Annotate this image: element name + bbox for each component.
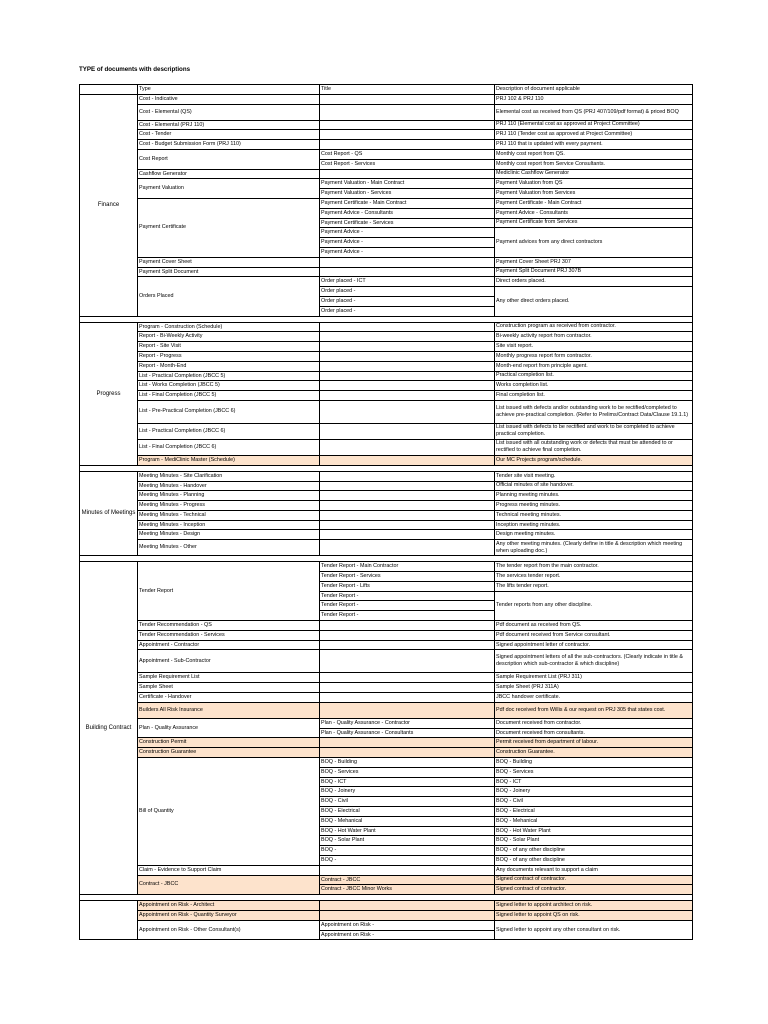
type-cell: List - Final Completion (JBCC 5) xyxy=(138,391,320,401)
title-cell: Tender Report - Main Contractor xyxy=(320,562,495,572)
title-cell: Order placed - ICT xyxy=(320,277,495,287)
type-cell: Appointment - Contractor xyxy=(138,640,320,650)
title-cell xyxy=(320,322,495,332)
table-row xyxy=(80,361,693,371)
type-cell: Cashflow Generator xyxy=(138,169,320,179)
table-row xyxy=(80,371,693,381)
description-cell: Construction Guarantee. xyxy=(495,748,693,758)
title-cell xyxy=(320,267,495,277)
table-row xyxy=(80,530,693,540)
type-cell: Claim - Evidence to Support Claim xyxy=(138,865,320,875)
title-cell: BOQ - Services xyxy=(320,767,495,777)
title-cell xyxy=(320,423,495,439)
type-cell: Meeting Minutes - Other xyxy=(138,540,320,556)
type-cell: Payment Certificate xyxy=(138,198,320,257)
description-cell: Signed letter to appoint any other consultant on risk. xyxy=(495,920,693,940)
title-cell: Payment Advice - xyxy=(320,228,495,238)
documents-table xyxy=(79,84,693,940)
type-cell: Sample Requirement List xyxy=(138,673,320,683)
description-cell: Payment Split Document PRJ 307B xyxy=(495,267,693,277)
table-row xyxy=(80,94,693,104)
title-cell: Appointment on Risk - xyxy=(320,930,495,940)
title-cell xyxy=(320,471,495,481)
title-cell xyxy=(320,540,495,556)
table-row xyxy=(80,257,693,267)
type-cell: Cost - Elemental (QS) xyxy=(138,104,320,120)
type-cell: Program - MediClinic Master (Schedule) xyxy=(138,455,320,465)
title-cell xyxy=(320,104,495,120)
description-cell: Payment Cover Sheet PRJ 307 xyxy=(495,257,693,267)
title-cell xyxy=(320,510,495,520)
header-title: Title xyxy=(320,85,495,95)
description-cell: Site visit report. xyxy=(495,342,693,352)
title-cell xyxy=(320,120,495,130)
description-cell: BOQ - Solar Plant xyxy=(495,836,693,846)
table-row xyxy=(80,738,693,748)
title-cell: Tender Report - Services xyxy=(320,572,495,582)
description-cell: Final completion list. xyxy=(495,391,693,401)
title-cell: BOQ - Hot Water Plant xyxy=(320,826,495,836)
table-row xyxy=(80,130,693,140)
table-row xyxy=(80,693,693,703)
title-cell: Tender Report - Lifts xyxy=(320,581,495,591)
type-cell: Program - Construction (Schedule) xyxy=(138,322,320,332)
title-cell: BOQ - Electrical xyxy=(320,807,495,817)
type-cell: Meeting Minutes - Progress xyxy=(138,501,320,511)
title-cell: Payment Advice - xyxy=(320,238,495,248)
title-cell: BOQ - Building xyxy=(320,758,495,768)
description-cell: The lifts tender report. xyxy=(495,581,693,591)
title-cell: BOQ - Civil xyxy=(320,797,495,807)
header-description: Description of document applicable xyxy=(495,85,693,95)
table-row xyxy=(80,140,693,150)
table-row xyxy=(80,640,693,650)
description-cell: Any other direct orders placed. xyxy=(495,287,693,316)
type-cell: Plan - Quality Assurance xyxy=(138,718,320,738)
type-cell: Tender Recommendation - QS xyxy=(138,621,320,631)
description-cell: Monthly cost report from QS. xyxy=(495,149,693,159)
title-cell: Payment Advice - xyxy=(320,247,495,257)
description-cell: Monthly cost report from Service Consultants. xyxy=(495,159,693,169)
table-header-row xyxy=(80,85,693,95)
type-cell: List - Final Completion (JBCC 6) xyxy=(138,439,320,455)
type-cell: Certificate - Handover xyxy=(138,693,320,703)
title-cell xyxy=(320,630,495,640)
table-row xyxy=(80,381,693,391)
type-cell: Meeting Minutes - Site Clarification xyxy=(138,471,320,481)
title-cell xyxy=(320,332,495,342)
title-cell xyxy=(320,381,495,391)
title-cell xyxy=(320,351,495,361)
type-cell: Appointment on Risk - Other Consultant(s) xyxy=(138,920,320,940)
title-cell xyxy=(320,361,495,371)
table-row xyxy=(80,630,693,640)
title-cell xyxy=(320,491,495,501)
title-cell: BOQ - Mehanical xyxy=(320,816,495,826)
table-row xyxy=(80,423,693,439)
type-cell: Tender Report xyxy=(138,562,320,621)
description-cell: BOQ - Mehanical xyxy=(495,816,693,826)
title-cell xyxy=(320,400,495,423)
description-cell: Works completion list. xyxy=(495,381,693,391)
type-cell: Meeting Minutes - Handover xyxy=(138,481,320,491)
title-cell xyxy=(320,257,495,267)
description-cell: Any documents relevant to support a claim xyxy=(495,865,693,875)
header-section xyxy=(80,85,138,95)
table-row xyxy=(80,702,693,718)
title-cell xyxy=(320,865,495,875)
description-cell: BOQ - Building xyxy=(495,758,693,768)
description-cell: BOQ - Electrical xyxy=(495,807,693,817)
title-cell: Contract - JBCC Minor Works xyxy=(320,885,495,895)
description-cell: Signed contract of contractor. xyxy=(495,885,693,895)
type-cell: Cost - Budget Submission Form (PRJ 110) xyxy=(138,140,320,150)
description-cell: Payment Valuation from Services xyxy=(495,189,693,199)
title-cell: Plan - Quality Assurance - Consultants xyxy=(320,728,495,738)
title-cell xyxy=(320,520,495,530)
table-row xyxy=(80,673,693,683)
title-cell xyxy=(320,693,495,703)
description-cell: Elemental cost as received from QS (PRJ 407/109/pdf format) & priced BOQ xyxy=(495,104,693,120)
table-row xyxy=(80,267,693,277)
type-cell: Contract - JBCC xyxy=(138,875,320,895)
title-cell xyxy=(320,501,495,511)
description-cell: Month-end report from principle agent. xyxy=(495,361,693,371)
table-row xyxy=(80,865,693,875)
type-cell: Cost Report xyxy=(138,149,320,169)
title-cell xyxy=(320,738,495,748)
table-row xyxy=(80,520,693,530)
section-label-cell: Minutes of Meetings xyxy=(80,471,138,556)
table-row xyxy=(80,501,693,511)
type-cell: Cost - Elemental (PRJ 110) xyxy=(138,120,320,130)
title-cell: Tender Report - xyxy=(320,601,495,611)
table-row xyxy=(80,621,693,631)
table-row xyxy=(80,351,693,361)
section-label-cell: Building Contract xyxy=(80,562,138,895)
table-row xyxy=(80,342,693,352)
title-cell: BOQ - ICT xyxy=(320,777,495,787)
table-row xyxy=(80,179,693,189)
type-cell: Construction Permit xyxy=(138,738,320,748)
title-cell: Payment Advice - Consultants xyxy=(320,208,495,218)
header-type: Type xyxy=(138,85,320,95)
description-cell: Pdf document received from Service consultant. xyxy=(495,630,693,640)
description-cell: Signed letter to appoint QS on risk. xyxy=(495,910,693,920)
description-cell: BOQ - ICT xyxy=(495,777,693,787)
description-cell: Payment advices from any direct contractors xyxy=(495,228,693,257)
title-cell xyxy=(320,748,495,758)
title-cell: Contract - JBCC xyxy=(320,875,495,885)
type-cell: Meeting Minutes - Design xyxy=(138,530,320,540)
title-cell xyxy=(320,140,495,150)
title-cell xyxy=(320,640,495,650)
description-cell: Planning meeting minutes. xyxy=(495,491,693,501)
table-row xyxy=(80,277,693,287)
description-cell: Bi-weekly activity report from contractor. xyxy=(495,332,693,342)
description-cell: The tender report from the main contractor. xyxy=(495,562,693,572)
title-cell xyxy=(320,673,495,683)
description-cell: Payment Certificate - Main Contract xyxy=(495,198,693,208)
table-row xyxy=(80,901,693,911)
title-cell xyxy=(320,130,495,140)
title-cell: Cost Report - QS xyxy=(320,149,495,159)
description-cell: Payment Valuation from QS xyxy=(495,179,693,189)
table-row xyxy=(80,650,693,673)
title-cell xyxy=(320,371,495,381)
description-cell: Pdf doc received from Willis & our request on PRJ 305 that states cost. xyxy=(495,702,693,718)
title-cell: BOQ - Joinery xyxy=(320,787,495,797)
description-cell: List issued with defects to be rectified and work to be completed to achieve practical completion. xyxy=(495,423,693,439)
title-cell xyxy=(320,621,495,631)
title-cell xyxy=(320,683,495,693)
title-cell: Cost Report - Services xyxy=(320,159,495,169)
title-cell: BOQ - Solar Plant xyxy=(320,836,495,846)
description-cell: BOQ - Services xyxy=(495,767,693,777)
title-cell xyxy=(320,94,495,104)
type-cell: Payment Valuation xyxy=(138,179,320,199)
table-row xyxy=(80,920,693,930)
type-cell: Report - Bi-Weekly Activity xyxy=(138,332,320,342)
section-label-cell: Progress xyxy=(80,322,138,465)
description-cell: Practical completion list. xyxy=(495,371,693,381)
title-cell: Payment Certificate - Services xyxy=(320,218,495,228)
table-row xyxy=(80,400,693,423)
title-cell: Payment Certificate - Main Contract xyxy=(320,198,495,208)
description-cell: PRJ 102 & PRJ 110 xyxy=(495,94,693,104)
section-label-cell xyxy=(80,901,138,940)
documents-table-body xyxy=(80,85,693,940)
type-cell: Appointment on Risk - Quantity Surveyor xyxy=(138,910,320,920)
table-row xyxy=(80,875,693,885)
title-cell: Order placed - xyxy=(320,296,495,306)
description-cell: Direct orders placed. xyxy=(495,277,693,287)
type-cell: Meeting Minutes - Technical xyxy=(138,510,320,520)
type-cell: Report - Site Visit xyxy=(138,342,320,352)
description-cell: Payment Advice - Consultants xyxy=(495,208,693,218)
title-cell: Plan - Quality Assurance - Contractor xyxy=(320,718,495,728)
type-cell: Report - Progress xyxy=(138,351,320,361)
type-cell: Sample Sheet xyxy=(138,683,320,693)
description-cell: Signed appointment letter of contractor. xyxy=(495,640,693,650)
description-cell: Our MC Projects program/schedule. xyxy=(495,455,693,465)
title-cell xyxy=(320,901,495,911)
description-cell: Design meeting minutes. xyxy=(495,530,693,540)
description-cell: Permit received from department of labour. xyxy=(495,738,693,748)
description-cell: Signed contract of contractor. xyxy=(495,875,693,885)
title-cell xyxy=(320,455,495,465)
title-cell xyxy=(320,910,495,920)
type-cell: Builders All Risk Insurance xyxy=(138,702,320,718)
description-cell: BOQ - of any other discipline xyxy=(495,846,693,856)
table-row xyxy=(80,748,693,758)
type-cell: List - Practical Completion (JBCC 6) xyxy=(138,423,320,439)
title-cell xyxy=(320,342,495,352)
title-cell xyxy=(320,702,495,718)
description-cell: PRJ 110 (Tender cost as approved at Project Committee) xyxy=(495,130,693,140)
type-cell: Payment Split Document xyxy=(138,267,320,277)
description-cell: PRJ 110 that is updated with every payment. xyxy=(495,140,693,150)
type-cell: List - Pre-Practical Completion (JBCC 6) xyxy=(138,400,320,423)
title-cell xyxy=(320,169,495,179)
table-row xyxy=(80,169,693,179)
table-row xyxy=(80,332,693,342)
title-cell xyxy=(320,481,495,491)
type-cell: Cost - Indicative xyxy=(138,94,320,104)
description-cell: Pdf document as received from QS. xyxy=(495,621,693,631)
table-row xyxy=(80,683,693,693)
description-cell: Signed letter to appoint architect on risk. xyxy=(495,901,693,911)
type-cell: Tender Recommendation - Services xyxy=(138,630,320,640)
description-cell: Progress meeting minutes. xyxy=(495,501,693,511)
type-cell: Appointment - Sub-Contractor xyxy=(138,650,320,673)
table-row xyxy=(80,439,693,455)
description-cell: Technical meeting minutes. xyxy=(495,510,693,520)
table-row xyxy=(80,104,693,120)
description-cell: Official minutes of site handover. xyxy=(495,481,693,491)
description-cell: List issued with defects and/or outstanding work to be rectified/completed to achieve pre-practical completion. (Refer to Prelims/Contract Data/Clause 19.1.1) xyxy=(495,400,693,423)
type-cell: Construction Guarantee xyxy=(138,748,320,758)
description-cell: Any other meeting minutes. (Clearly define in title & description which meeting when uploading doc.) xyxy=(495,540,693,556)
title-cell: Appointment on Risk - xyxy=(320,920,495,930)
table-row xyxy=(80,120,693,130)
description-cell: Sample Requirement List (PRJ 311) xyxy=(495,673,693,683)
type-cell: List - Works Completion (JBCC 5) xyxy=(138,381,320,391)
description-cell: BOQ - Hot Water Plant xyxy=(495,826,693,836)
table-row xyxy=(80,510,693,520)
title-cell: BOQ - xyxy=(320,856,495,866)
document-title: TYPE of documents with descriptions xyxy=(79,66,191,73)
table-row xyxy=(80,718,693,728)
table-row xyxy=(80,562,693,572)
description-cell: Inception meeting minutes. xyxy=(495,520,693,530)
table-row xyxy=(80,471,693,481)
type-cell: Cost - Tender xyxy=(138,130,320,140)
type-cell: Payment Cover Sheet xyxy=(138,257,320,267)
title-cell xyxy=(320,439,495,455)
table-row xyxy=(80,391,693,401)
description-cell: BOQ - of any other discipline xyxy=(495,856,693,866)
table-row xyxy=(80,322,693,332)
table-row xyxy=(80,149,693,159)
description-cell: Tender reports from any other discipline. xyxy=(495,591,693,620)
title-cell: BOQ - xyxy=(320,846,495,856)
description-cell: Payment Certificate from Services xyxy=(495,218,693,228)
type-cell: Meeting Minutes - Inception xyxy=(138,520,320,530)
description-cell: Construction program as received from contractor. xyxy=(495,322,693,332)
title-cell xyxy=(320,530,495,540)
description-cell: Tender site visit meeting. xyxy=(495,471,693,481)
type-cell: Bill of Quantity xyxy=(138,758,320,866)
type-cell: Appointment on Risk - Architect xyxy=(138,901,320,911)
title-cell: Tender Report - xyxy=(320,611,495,621)
type-cell: Orders Placed xyxy=(138,277,320,316)
description-cell: The services tender report. xyxy=(495,572,693,582)
table-row xyxy=(80,540,693,556)
description-cell: Monthly progress report form contractor. xyxy=(495,351,693,361)
type-cell: Report - Month-End xyxy=(138,361,320,371)
table-row xyxy=(80,198,693,208)
title-cell: Payment Valuation - Main Contract xyxy=(320,179,495,189)
table-row xyxy=(80,910,693,920)
description-cell: Document received from contractor. xyxy=(495,718,693,728)
table-row xyxy=(80,455,693,465)
description-cell: Sample Sheet (PRJ 311A) xyxy=(495,683,693,693)
title-cell: Tender Report - xyxy=(320,591,495,601)
section-label-cell: Finance xyxy=(80,94,138,316)
title-cell: Order placed - xyxy=(320,306,495,316)
table-row xyxy=(80,481,693,491)
title-cell: Payment Valuation - Services xyxy=(320,189,495,199)
table-row xyxy=(80,758,693,768)
title-cell xyxy=(320,650,495,673)
description-cell: BOQ - Civil xyxy=(495,797,693,807)
title-cell xyxy=(320,391,495,401)
title-cell: Order placed - xyxy=(320,287,495,297)
description-cell: List issued with all outstanding work or defects that must be attended to or rectified to achieve final completion. xyxy=(495,439,693,455)
description-cell: JBCC handover certificate. xyxy=(495,693,693,703)
description-cell: Mediclinic Cashflow Generator xyxy=(495,169,693,179)
description-cell: Document received from consultants. xyxy=(495,728,693,738)
description-cell: BOQ - Joinery xyxy=(495,787,693,797)
description-cell: Signed appointment letters of all the sub-contractors. (Clearly indicate in title & description which sub-contractor & which discipline) xyxy=(495,650,693,673)
type-cell: Meeting Minutes - Planning xyxy=(138,491,320,501)
type-cell: List - Practical Completion (JBCC 5) xyxy=(138,371,320,381)
table-row xyxy=(80,491,693,501)
description-cell: PRJ 110 (Elemental cost as approved at Project Committee) xyxy=(495,120,693,130)
